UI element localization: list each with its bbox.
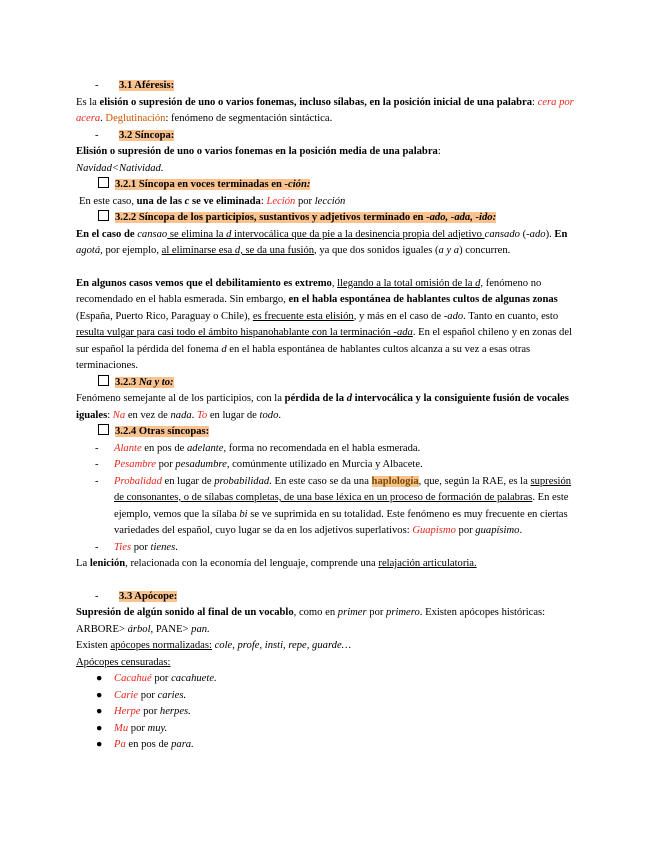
underlined-text: es frecuente esta elisión <box>252 310 354 322</box>
text: : <box>107 409 113 421</box>
bold-text: En el caso de <box>76 228 138 240</box>
list-item: ● Mu por muy. <box>76 721 578 738</box>
list-dash: - <box>95 442 99 454</box>
list-item: ● Herpe por herpes. <box>76 704 578 721</box>
example-text: nada <box>170 409 192 421</box>
underlined-text: Apócopes censuradas: <box>76 656 171 668</box>
example-text: Pa <box>114 739 126 750</box>
bold-text: Supresión de algún sonido al final de un vocablo <box>76 607 294 618</box>
heading-text: 3.2.4 Otras síncopas: <box>115 426 210 437</box>
text: , ya que dos sonidos iguales ( <box>314 245 439 256</box>
paragraph-aferesis <box>76 95 578 128</box>
heading-text: 3.2.2 Síncopa de los participios, sustantivos y adjetivos terminado en -ado, -ada, -ido: <box>115 212 497 223</box>
text: ) concurren. <box>459 245 511 256</box>
list-dash: - <box>95 459 99 470</box>
example-text: a y a <box>438 245 460 256</box>
bold-text: en el habla espontánea de hablantes cultos de algunas zonas <box>288 294 558 305</box>
text: . <box>278 409 282 421</box>
heading-participios <box>76 210 578 227</box>
bullet-icon: ● <box>96 689 103 701</box>
list-dash: - <box>95 475 99 487</box>
example-text: cole, profe, insti, repe, guarde… <box>211 640 352 651</box>
checkbox[interactable] <box>98 424 109 435</box>
example-text: Mu <box>114 722 129 734</box>
heading-sincopa-cion <box>76 177 578 194</box>
paragraph-apocope: Supresión de algún sonido al final de un vocablo, como en primer por primero. Existen apócopes históricas: ARBORE> árbol, PANE> pan. <box>76 607 546 635</box>
paragraph-censuradas <box>76 655 578 672</box>
example-text: agotá <box>76 245 101 256</box>
text: ( <box>519 228 527 240</box>
bold-text: En algunos casos vemos que el debilitamiento es extremo <box>76 277 332 289</box>
example-text: Cacahué <box>114 673 152 684</box>
text: , y más en el caso de <box>353 310 444 322</box>
list-dash: - <box>95 129 99 141</box>
paragraph-sincopa <box>76 144 578 161</box>
heading-sincopa <box>76 128 578 145</box>
example-text: To <box>196 409 208 421</box>
bold-text: lenición <box>89 558 126 569</box>
text: en vez de <box>125 409 171 421</box>
bold-text: Elisión o supresión de uno o varios fonemas en la posición media de una palabra <box>76 146 438 157</box>
text: Fenómeno semejante al de los participios, con la <box>76 393 285 404</box>
example-text: Guapismo <box>412 525 456 536</box>
checkbox[interactable] <box>98 375 109 386</box>
bullet-icon: ● <box>96 673 103 684</box>
bullet-icon: ● <box>96 722 103 734</box>
text: en el habla espontánea de hablantes cultos alcanza a su vez a esas otras terminaciones. <box>76 343 531 371</box>
paragraph-normalizadas: Existen apócopes normalizadas: cole, profe, insti, repe, guarde… <box>76 640 352 651</box>
example-navidad <box>76 161 578 178</box>
text: : <box>532 96 538 108</box>
text: : fenómeno de segmentación sintáctica. <box>165 113 333 124</box>
checkbox[interactable] <box>98 210 109 221</box>
underlined-text: supresión de consonantes, o de sílabas completas, de una base léxica en un proceso de formación de palabras <box>114 475 572 503</box>
text: . <box>191 409 197 421</box>
heading-apocope <box>76 589 578 606</box>
text: en lugar de <box>207 409 260 421</box>
list-item: - Probalidad en lugar de probabilidad. En este caso se da una haplología, que, según la RAE, es la supresión de consonantes, o de sílabas completas, de una base léxica en un proceso de formación de palabras. En este ejemplo, vemos que la sílaba bi se ve suprimida en su totalidad. Este fenómeno es muy frecuente en ciertas variedades del español, cuyo lugar se da en los adjetivos superlativos: Guapismo por guapísimo. <box>95 475 572 536</box>
list-dash: - <box>95 80 99 91</box>
text: fenómeno no recomendado en el habla esmerada. Sin embargo, <box>76 277 542 305</box>
example-text: Probalidad <box>114 475 162 487</box>
heading-aferesis <box>76 78 578 95</box>
bullet-icon: ● <box>96 739 103 750</box>
list-item: - Alante en pos de adelante, forma no recomendada en el habla esmerada. <box>76 441 578 458</box>
example-text: cansao <box>137 228 168 240</box>
text: por <box>295 195 315 207</box>
example-text: -ado <box>443 310 464 322</box>
paragraph-cion <box>76 194 578 211</box>
paragraph-debilitamiento <box>76 276 578 375</box>
example-text: Herpe <box>114 706 141 717</box>
heading-na-y-to <box>76 375 578 392</box>
heading-text: 3.2.1 Síncopa en voces terminadas en -ción: <box>115 179 311 190</box>
bold-text: elisión o supresión de uno o varios fonemas, incluso sílabas, en la posición inicial de una palabra <box>99 96 533 108</box>
text: ). <box>545 228 555 240</box>
list-item: - Pesambre por pesadumbre, comúnmente utilizado en Murcia y Albacete. <box>76 457 578 474</box>
example-text: Carie <box>114 689 139 701</box>
example-text: cera por acera <box>76 96 574 124</box>
heading-text: 3.3 Apócope: <box>119 590 178 602</box>
underlined-text: al eliminarse esa d, se da una fusión <box>161 245 315 256</box>
underlined-text: resulta vulgar para casi todo el ámbito hispanohablante con la terminación -ada <box>76 327 413 338</box>
example-text: Alante <box>114 442 142 454</box>
example-text: Leción <box>266 195 296 207</box>
list-item: ● Cacahué por cacahuete. <box>76 671 578 688</box>
text: . Tanto en cuanto, esto <box>463 310 559 322</box>
text: Es la <box>76 96 100 108</box>
text: (España, Puerto Rico, Paraguay o Chile), <box>76 310 253 322</box>
paragraph-na-y-to <box>76 391 578 424</box>
spacer <box>76 260 578 276</box>
heading-text: 3.2 Síncopa: <box>119 129 175 141</box>
bold-text: una de las c se ve eliminada <box>136 195 261 207</box>
text: , <box>331 277 338 289</box>
list-item: - Ties por tienes. <box>76 540 578 557</box>
list-item: ● Carie por caries. <box>76 688 578 705</box>
text: . <box>100 113 106 124</box>
underlined-text: relajación articulatoria. <box>378 558 477 569</box>
bold-text: pérdida de la d intervocálica y la consiguiente fusión de vocales iguales <box>76 393 569 421</box>
paragraph-lenicion: La lenición, relacionada con la economía del lenguaje, comprende una relajación articulatoria. <box>76 558 477 569</box>
list-dash: - <box>95 541 99 553</box>
underlined-text: se elimina la d intervocálica que da pie a la desinencia propia del adjetivo <box>167 228 485 240</box>
example-text: lección <box>314 195 346 207</box>
heading-text: 3.1 Aféresis: <box>119 80 175 91</box>
list-item: ● Pa en pos de para. <box>76 737 578 754</box>
example-text: todo <box>259 409 279 421</box>
bullet-icon: ● <box>96 706 103 717</box>
bold-text: En <box>554 228 568 240</box>
example-text: Ties <box>114 541 132 553</box>
example-text: Navidad<Natividad. <box>76 162 164 174</box>
text: : <box>437 146 441 157</box>
text: . En el español chileno y en zonas del sur español la pérdida del fonema <box>76 327 572 355</box>
checkbox[interactable] <box>98 177 109 188</box>
underlined-text: apócopes normalizadas: <box>110 640 212 651</box>
example-text: cansado <box>484 228 520 240</box>
term-deglutinacion: Deglutinación <box>105 113 166 124</box>
example-text: -ado <box>526 228 546 240</box>
text: , por ejemplo, <box>100 245 162 256</box>
term-haplologia: haplología <box>371 475 419 487</box>
underlined-text: llegando a la total omisión de la d, <box>337 277 484 289</box>
example-text: Na <box>112 409 126 421</box>
document-page <box>76 78 578 754</box>
paragraph-cansao <box>76 227 578 260</box>
heading-otras-sincopas <box>76 424 578 441</box>
example-text: Pesambre <box>114 459 156 470</box>
heading-text: 3.2.3 Na y to: <box>115 376 174 388</box>
example-text: d <box>221 343 227 355</box>
list-dash: - <box>95 590 99 602</box>
text: : <box>260 195 267 207</box>
text: En este caso, <box>79 195 137 207</box>
spacer <box>76 573 578 589</box>
